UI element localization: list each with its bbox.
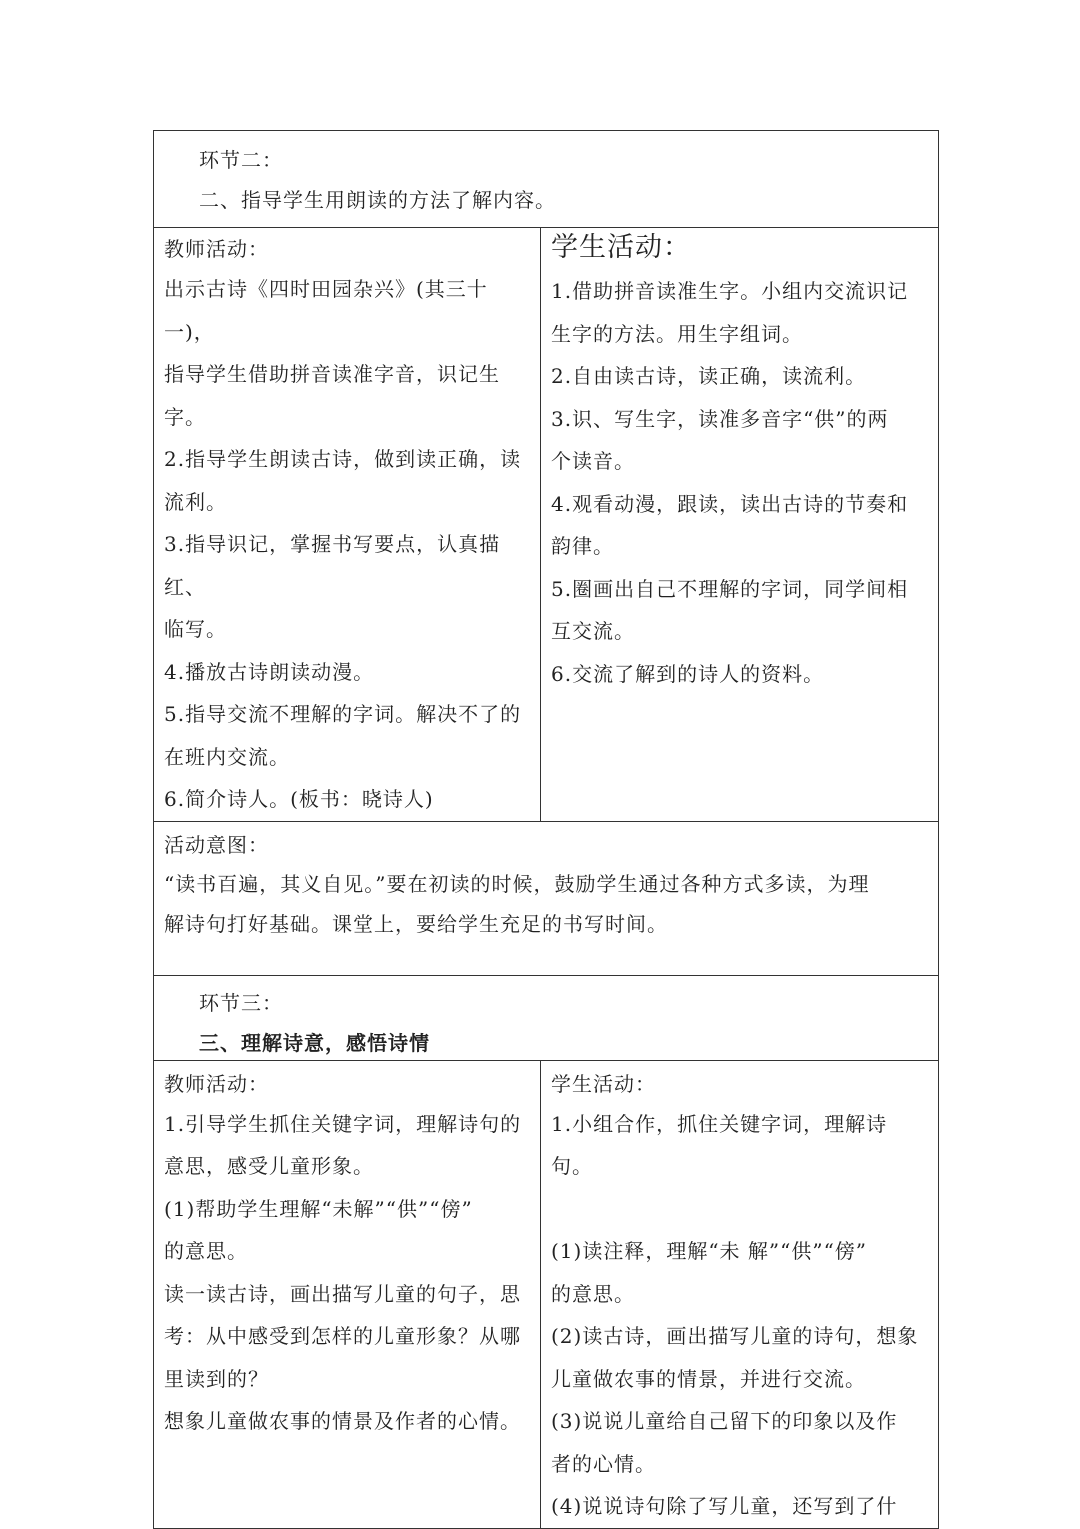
student-line: (1)读注释，理解“未 解”“供”“傍” — [551, 1239, 868, 1263]
student-line: 6.交流了解到的诗人的资料。 — [551, 661, 825, 686]
student-line: 互交流。 — [551, 619, 635, 643]
section2-purpose-row — [154, 821, 939, 975]
teacher-line: 5.指导交流不理解的字词。解决不了的 — [164, 702, 522, 726]
teacher-line: 的意思。 — [164, 1239, 248, 1263]
section2-teacher-list — [164, 268, 530, 821]
teacher-line: 在班内交流。 — [164, 744, 290, 769]
section3-student-heading: 学生活动： — [551, 1071, 656, 1096]
section2-subtitle: 二、指导学生用朗读的方法了解内容。 — [199, 188, 556, 212]
section2-teacher-heading: 教师活动： — [164, 237, 269, 261]
student-line: (4)说说诗句除了写儿童，还写到了什 — [551, 1494, 898, 1518]
student-line — [551, 1188, 928, 1231]
teacher-line: 考：从中感受到怎样的儿童形象？从哪 — [164, 1324, 521, 1348]
lesson-plan-table — [153, 130, 939, 1529]
section3-teacher-heading: 教师活动： — [164, 1071, 269, 1096]
teacher-line: 6.简介诗人。(板书：晓诗人) — [164, 787, 434, 811]
student-line: 的意思。 — [551, 1281, 635, 1306]
section3-header-cell — [154, 975, 939, 1060]
section3-title: 环节三： — [199, 990, 283, 1015]
section2-teacher-cell — [154, 228, 541, 822]
teacher-line: 字。 — [164, 404, 206, 429]
student-line: (2)读古诗，画出描写儿童的诗句，想象 — [551, 1324, 919, 1348]
student-line: 1.小组合作，抓住关键字词，理解诗句。 — [551, 1111, 888, 1178]
student-line: 者的心情。 — [551, 1451, 656, 1476]
section2-activities-row — [154, 228, 939, 822]
teacher-line: 4.播放古诗朗读动漫。 — [164, 659, 375, 684]
section2-student-cell — [541, 228, 939, 822]
student-line: 1.借助拼音读准生字。小组内交流识记 — [551, 279, 909, 303]
section3-subtitle: 三、理解诗意，感悟诗情 — [199, 1030, 430, 1055]
section2-title: 环节二： — [199, 148, 283, 172]
section3-header-row — [154, 975, 939, 1060]
section2-student-list — [551, 270, 928, 695]
teacher-line: 想象儿童做农事的情景及作者的心情。 — [164, 1409, 521, 1433]
teacher-line: 里读到的？ — [164, 1366, 269, 1391]
student-line: 生字的方法。用生字组词。 — [551, 321, 803, 346]
section3-activities-row — [154, 1060, 939, 1528]
student-line: 韵律。 — [551, 534, 614, 558]
purpose-line: 解诗句打好基础。课堂上，要给学生充足的书写时间。 — [164, 911, 668, 936]
section2-student-heading: 学生活动： — [551, 232, 691, 263]
purpose-line: “读书百遍，其义自见。”要在初读的时候，鼓励学生通过各种方式多读，为理 — [164, 871, 870, 896]
student-line: 个读音。 — [551, 449, 635, 473]
section2-header-row — [154, 131, 939, 228]
student-line: 4.观看动漫，跟读，读出古诗的节奏和 — [551, 491, 909, 516]
teacher-line: 意思，感受儿童形象。 — [164, 1154, 374, 1178]
teacher-line: 临写。 — [164, 617, 227, 641]
teacher-line: 2.指导学生朗读古诗，做到读正确，读 — [164, 447, 522, 471]
teacher-line: 出示古诗《四时田园杂兴》(其三十一)， — [164, 277, 488, 344]
section3-teacher-cell — [154, 1060, 541, 1528]
section3-teacher-list — [164, 1103, 530, 1443]
student-line: 2.自由读古诗，读正确，读流利。 — [551, 364, 867, 388]
teacher-line: 流利。 — [164, 489, 227, 514]
section3-student-list — [551, 1103, 928, 1528]
teacher-line: 指导学生借助拼音读准字音，识记生 — [164, 362, 500, 386]
teacher-line: 读一读古诗，画出描写儿童的句子，思 — [164, 1281, 521, 1306]
teacher-line: 3.指导识记，掌握书写要点，认真描红、 — [164, 532, 501, 599]
section3-student-cell — [541, 1060, 939, 1528]
student-line: (3)说说儿童给自己留下的印象以及作 — [551, 1409, 898, 1433]
teacher-line: 1.引导学生抓住关键字词，理解诗句的 — [164, 1111, 522, 1136]
section2-purpose-heading: 活动意图： — [164, 832, 269, 857]
section2-header-cell — [154, 131, 939, 228]
teacher-line: (1)帮助学生理解“未解”“供”“傍” — [164, 1196, 473, 1221]
student-line: 5.圈画出自己不理解的字词，同学间相 — [551, 576, 909, 601]
section2-purpose-cell — [154, 821, 939, 975]
student-line: 儿童做农事的情景，并进行交流。 — [551, 1366, 866, 1391]
student-line: 3.识、写生字，读准多音字“供”的两 — [551, 406, 889, 431]
